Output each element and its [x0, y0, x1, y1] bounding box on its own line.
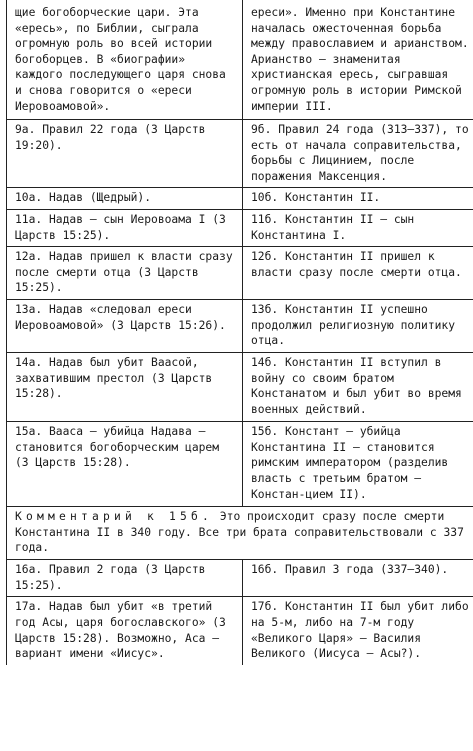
table-row [7, 188, 473, 210]
left-cell: 16а. Правил 2 года (3 Царств 15:25). [7, 560, 243, 597]
table-row [7, 353, 473, 422]
table-row [7, 209, 473, 246]
table-row [7, 422, 473, 507]
table-row [7, 120, 473, 188]
right-cell: 12б. Константин II пришел к власти сразу после смерти отца. [243, 247, 473, 300]
right-cell: 16б. Правил 3 года (337–340). [243, 560, 473, 597]
right-cell: 11б. Константин II – сын Константина I. [243, 209, 473, 246]
left-cell: 11а. Надав – сын Иеровоама I (3 Царств 15:25). [7, 209, 243, 246]
comment-cell [7, 507, 473, 560]
right-cell: 15б. Констант – убийца Константина II – становится римским императором (разделив власть с третьим братом – Констан-цием II). [243, 422, 473, 507]
table-row [7, 0, 473, 120]
comment-text: Это происходит сразу после смерти Константина II в 340 году. Все три брата соправительствовали с 337 года. [15, 510, 464, 555]
left-cell: 10а. Надав (Щедрый). [7, 188, 243, 210]
table-row [7, 597, 473, 666]
left-cell: 13а. Надав «следовал ереси Иеровоамовой» (3 Царств 15:26). [7, 300, 243, 353]
comment-row [7, 507, 473, 560]
left-cell: 15а. Вааса – убийца Надава – становится богоборческим царем (3 Царств 15:28). [7, 422, 243, 507]
right-cell: ереси». Именно при Константине началась ожесточенная борьба между православием и арианством. Арианство – знаменитая христианская ересь, сыгравшая огромную роль в истории Римской империи III. [243, 0, 473, 120]
left-cell: 12а. Надав пришел к власти сразу после смерти отца (3 Царств 15:25). [7, 247, 243, 300]
right-cell: 9б. Правил 24 года (313–337), то есть от начала соправительства, борьбы с Лицинием, после поражения Максенция. [243, 120, 473, 188]
table-row [7, 300, 473, 353]
left-cell: 17а. Надав был убит «в третий год Асы, царя богославского» (3 Царств 15:28). Возможно, Аса – вариант имени «Иисус». [7, 597, 243, 666]
comment-label: Комментарий к 15б. [15, 510, 214, 524]
right-cell: 17б. Константин II был убит либо на 5-м, либо на 7-м году «Великого Царя» – Василия Великого (Иисуса – Асы?). [243, 597, 473, 666]
comparison-table [6, 0, 473, 665]
right-cell: 13б. Константин II успешно продолжил религиозную политику отца. [243, 300, 473, 353]
left-cell: 9а. Правил 22 года (3 Царств 19:20). [7, 120, 243, 188]
left-cell: щие богоборческие цари. Эта «ересь», по Библии, сыграла огромную роль во всей истории богоборцев. В «биографии» каждого последующего царя снова и снова говорится о «ереси Иеровоамовой». [7, 0, 243, 120]
right-cell: 14б. Константин II вступил в войну со своим братом Констанатом и был убит во время военных действий. [243, 353, 473, 422]
right-cell: 10б. Константин II. [243, 188, 473, 210]
table-row [7, 247, 473, 300]
table-row [7, 560, 473, 597]
left-cell: 14а. Надав был убит Ваасой, захватившим престол (3 Царств 15:28). [7, 353, 243, 422]
